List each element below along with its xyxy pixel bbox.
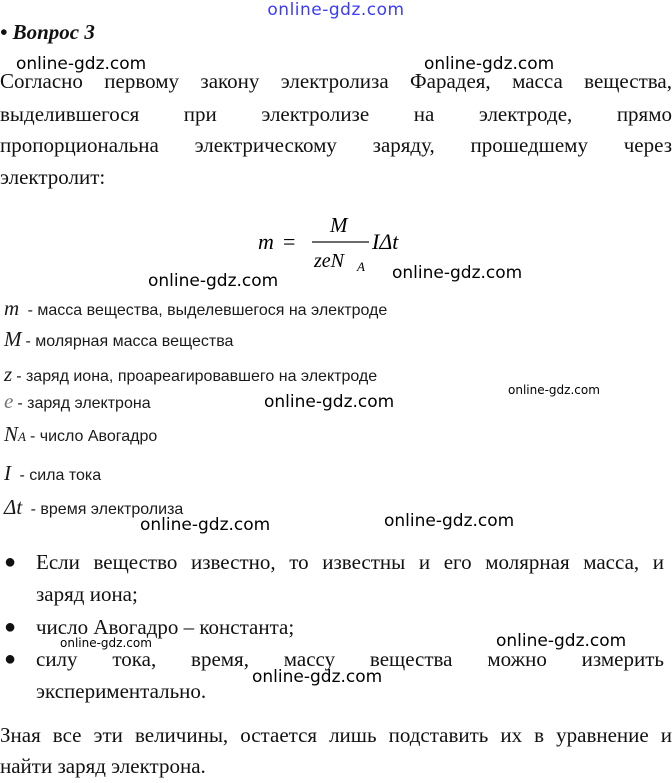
definition-text-I: - сила тока	[15, 467, 102, 484]
bullet-3-line-2: экспериментально.	[36, 679, 207, 703]
symbol-N: N	[4, 422, 19, 446]
watermark: online-gdz.com	[148, 271, 279, 291]
definition-text-m: - масса вещества, выделевшегося на электроде	[23, 302, 388, 319]
faraday-formula	[0, 212, 672, 272]
question-heading: • Вопрос 3	[0, 20, 95, 44]
formula-denominator-sub: A	[357, 259, 365, 272]
watermark: online-gdz.com	[424, 54, 555, 74]
watermark: online-gdz.com	[384, 511, 515, 531]
bullet-item-1	[4, 546, 664, 610]
intro-line-2: выделившегося при электролизе на электроде, прямо	[0, 102, 672, 126]
definition-row-e	[4, 389, 151, 414]
definition-row-NA	[4, 422, 157, 447]
formula-lhs: m	[258, 229, 274, 254]
intro-line-1: Согласно первому закону электролиза Фарадея, масса вещества,	[0, 69, 672, 93]
bullet-1-line-1: Если вещество известно, то известны и его молярная масса, и	[36, 550, 664, 574]
watermark: online-gdz.com	[508, 383, 600, 397]
symbol-N-sub: A	[18, 429, 26, 444]
symbol-dt: Δt	[4, 495, 23, 519]
definition-row-M	[4, 327, 233, 352]
intro-line-3: пропорциональна электрическому заряду, прошедшему через	[0, 133, 672, 157]
watermark: online-gdz.com	[264, 392, 395, 412]
definition-text-e: - заряд электрона	[17, 395, 151, 412]
bullet-dot: ●	[4, 648, 17, 670]
watermark: online-gdz.com	[496, 631, 627, 651]
symbol-e: e	[4, 389, 14, 413]
bullet-2-line-1: число Авогадро – константа;	[36, 615, 295, 639]
bullet-1-line-2: заряд иона;	[36, 582, 138, 606]
definition-row-m	[4, 296, 387, 321]
definition-text-NA: - число Авогадро	[29, 428, 158, 445]
watermark: online-gdz.com	[60, 636, 152, 650]
definition-row-z	[4, 362, 377, 387]
definition-row-I	[4, 461, 101, 486]
conclusion-line-1: Зная все эти величины, остается лишь подставить их в уравнение и	[0, 723, 672, 747]
bullet-dot: ●	[4, 616, 17, 638]
definition-text-M: - молярная масса вещества	[25, 333, 234, 350]
formula-numerator: M	[330, 213, 348, 237]
watermark: online-gdz.com	[392, 263, 523, 283]
bullet-dot: ●	[4, 551, 17, 573]
symbol-M: M	[4, 327, 22, 351]
watermark: online-gdz.com	[140, 515, 271, 535]
formula-equals: =	[283, 229, 296, 254]
watermark: online-gdz.com	[16, 54, 147, 74]
symbol-z: z	[4, 362, 13, 386]
bullet-3-line-1: силу тока, время, массу вещества можно измерить	[36, 647, 664, 671]
site-header: online-gdz.com	[267, 0, 405, 20]
formula-denominator: zeN	[314, 250, 344, 272]
formula-rhs: IΔt	[372, 229, 399, 254]
symbol-m: m	[4, 296, 20, 320]
definition-text-z: - заряд иона, проареагировавшего на электроде	[16, 368, 378, 385]
conclusion-line-2: найти заряд электрона.	[0, 754, 206, 778]
definition-text-dt: - время электролиза	[26, 501, 184, 518]
symbol-I: I	[4, 461, 11, 485]
watermark: online-gdz.com	[252, 667, 383, 687]
intro-line-4: электролит:	[0, 165, 106, 189]
